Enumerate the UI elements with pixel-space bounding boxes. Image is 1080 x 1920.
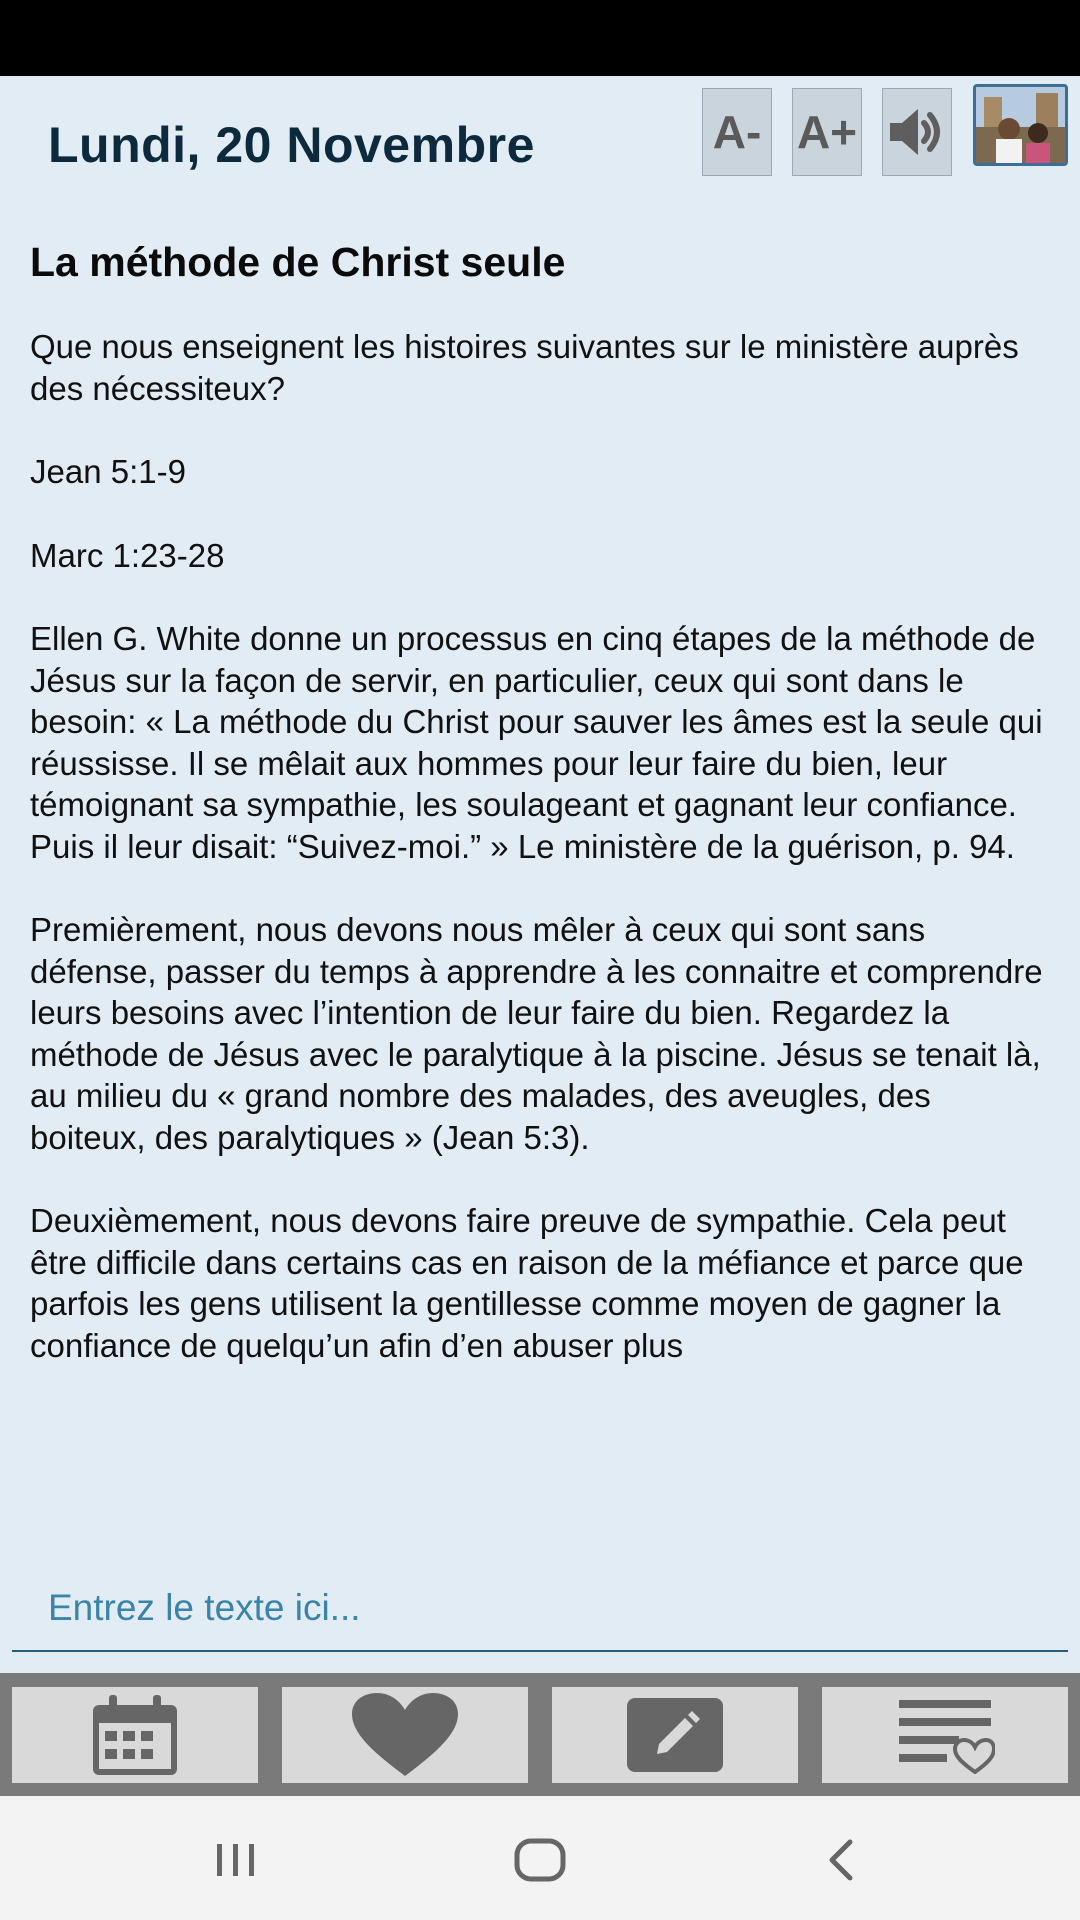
- recents-icon: [211, 1840, 261, 1880]
- scripture-reference[interactable]: Marc 1:23-28: [30, 536, 225, 574]
- date-title: Lundi, 20 Novembre: [48, 117, 535, 173]
- home-icon: [512, 1837, 568, 1883]
- lesson-title: La méthode de Christ seule: [30, 239, 566, 285]
- home-button[interactable]: [500, 1830, 580, 1890]
- system-navigation-bar: [0, 1796, 1080, 1920]
- user-photo-icon: [976, 87, 1068, 166]
- lesson-paragraph: Que nous enseignent les histoires suivantes sur le ministère auprès des nécessiteux?: [30, 328, 1019, 407]
- lesson-paragraph: Premièrement, nous devons nous mêler à ceux qui sont sans défense, passer du temps à apprendre à les connaitre et comprendre leurs besoins avec l’intention de leur faire du bien. Regardez la méthode de Jésus avec le paralytique à la piscine. Jésus se tenait là, au milieu du « grand nombre des malades, des aveugles, des boiteux, des paralytiques » (Jean 5:3).: [30, 911, 1043, 1156]
- sound-button[interactable]: [882, 88, 952, 176]
- note-input-container: [12, 1566, 1068, 1652]
- profile-avatar[interactable]: [973, 84, 1068, 166]
- edit-icon: [625, 1696, 725, 1774]
- back-icon: [820, 1836, 860, 1884]
- note-input[interactable]: [48, 1580, 1048, 1636]
- font-decrease-button[interactable]: A-: [702, 88, 772, 176]
- lesson-paragraph: Deuxièmement, nous devons faire preuve de sympathie. Cela peut être difficile dans certains cas en raison de la méfiance et parce que parfois les gens utilisent la gentillesse comme moyen de gagner la confiance de quelqu’un afin d’en abuser plus: [30, 1202, 1024, 1364]
- status-bar: [0, 0, 1080, 76]
- calendar-icon: [87, 1693, 183, 1777]
- header: [0, 76, 1080, 226]
- bottom-nav: [0, 1673, 1080, 1796]
- favorite-lessons-button[interactable]: [822, 1687, 1068, 1783]
- favorites-list-icon: [895, 1696, 995, 1774]
- app-screen: [0, 76, 1080, 1796]
- calendar-button[interactable]: [12, 1687, 258, 1783]
- font-increase-button[interactable]: A+: [792, 88, 862, 176]
- favorites-button[interactable]: [282, 1687, 528, 1783]
- notes-button[interactable]: [552, 1687, 798, 1783]
- back-button[interactable]: [800, 1830, 880, 1890]
- lesson-content: [30, 226, 1055, 1616]
- speaker-icon: [886, 101, 948, 163]
- recents-button[interactable]: [196, 1830, 276, 1890]
- heart-icon: [350, 1692, 460, 1778]
- scripture-reference[interactable]: Jean 5:1-9: [30, 453, 186, 490]
- lesson-paragraph: Ellen G. White donne un processus en cinq étapes de la méthode de Jésus sur la façon de servir, en particulier, ceux qui sont dans le besoin: « La méthode du Christ pour sauver les âmes est la seule qui réussisse. Il se mêlait aux hommes pour leur faire du bien, leur témoignant sa sympathie, les soulageant et gagnant leur confiance. Puis il leur disait: “Suivez-moi.” » Le ministère de la guérison, p. 94.: [30, 620, 1043, 865]
